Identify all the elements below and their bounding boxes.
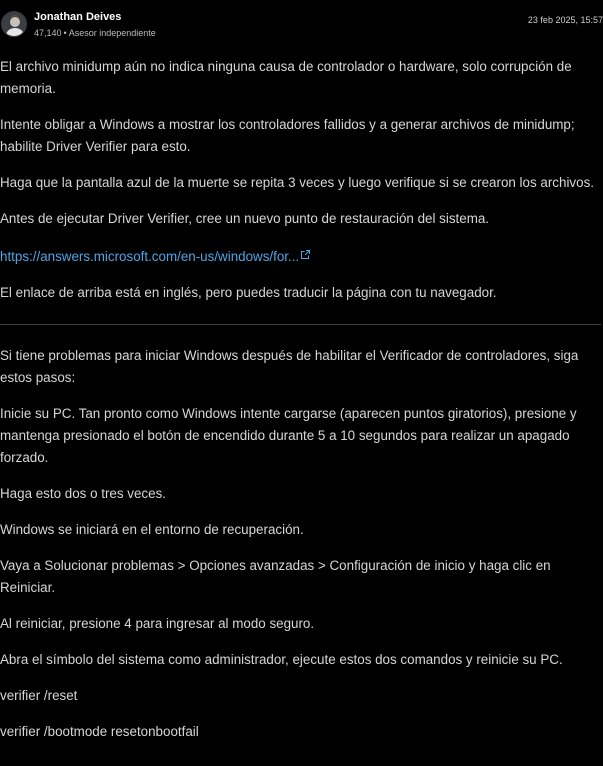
paragraph: El enlace de arriba está en inglés, pero puedes traducir la página con tu navegador. bbox=[0, 285, 497, 300]
author-points: 47,140 bbox=[34, 28, 62, 38]
paragraph: El archivo minidump aún no indica ninguna causa de controlador o hardware, solo corrupción de memoria. bbox=[0, 59, 572, 96]
post-date: 23 feb 2025, 15:57 bbox=[527, 15, 603, 25]
link-paragraph bbox=[0, 244, 601, 268]
meta-separator: • bbox=[63, 28, 67, 38]
paragraph: Abra el símbolo del sistema como administrador, ejecute estos dos comandos y reinicie su PC. bbox=[0, 652, 563, 667]
paragraph: Windows se iniciará en el entorno de recuperación. bbox=[0, 522, 304, 537]
author-role: Asesor independiente bbox=[68, 28, 156, 38]
paragraph: Al reiniciar, presione 4 para ingresar al modo seguro. bbox=[0, 616, 315, 631]
paragraph: Antes de ejecutar Driver Verifier, cree un nuevo punto de restauración del sistema. bbox=[0, 211, 490, 226]
command-line: verifier /reset bbox=[0, 688, 78, 703]
paragraph: Inicie su PC. Tan pronto como Windows intente cargarse (aparecen puntos giratorios), presione y mantenga presionado el botón de encendido durante 5 a 10 segundos para realizar un apagado forzado. bbox=[0, 406, 577, 465]
external-link[interactable] bbox=[0, 249, 310, 264]
post-header bbox=[0, 8, 603, 42]
paragraph: Intente obligar a Windows a mostrar los controladores fallidos y a generar archivos de minidump; habilite Driver Verifier para esto. bbox=[0, 117, 575, 154]
avatar[interactable] bbox=[1, 11, 27, 37]
user-avatar-icon bbox=[2, 12, 27, 37]
paragraph: Vaya a Solucionar problemas > Opciones avanzadas > Configuración de inicio y haga clic en Reiniciar. bbox=[0, 558, 551, 595]
author-name[interactable]: Jonathan Deives bbox=[34, 11, 122, 23]
paragraph: Haga que la pantalla azul de la muerte se repita 3 veces y luego verifique si se crearon los archivos. bbox=[0, 175, 594, 190]
author-meta bbox=[34, 28, 156, 38]
post-body bbox=[0, 56, 601, 757]
external-link-icon bbox=[301, 244, 310, 266]
paragraph: Si tiene problemas para iniciar Windows después de habilitar el Verificador de controladores, siga estos pasos: bbox=[0, 348, 579, 385]
external-link-text[interactable]: https://answers.microsoft.com/en-us/windows/for... bbox=[0, 249, 300, 264]
section-divider bbox=[0, 324, 601, 325]
command-line: verifier /bootmode resetonbootfail bbox=[0, 724, 199, 739]
paragraph: Haga esto dos o tres veces. bbox=[0, 486, 166, 501]
